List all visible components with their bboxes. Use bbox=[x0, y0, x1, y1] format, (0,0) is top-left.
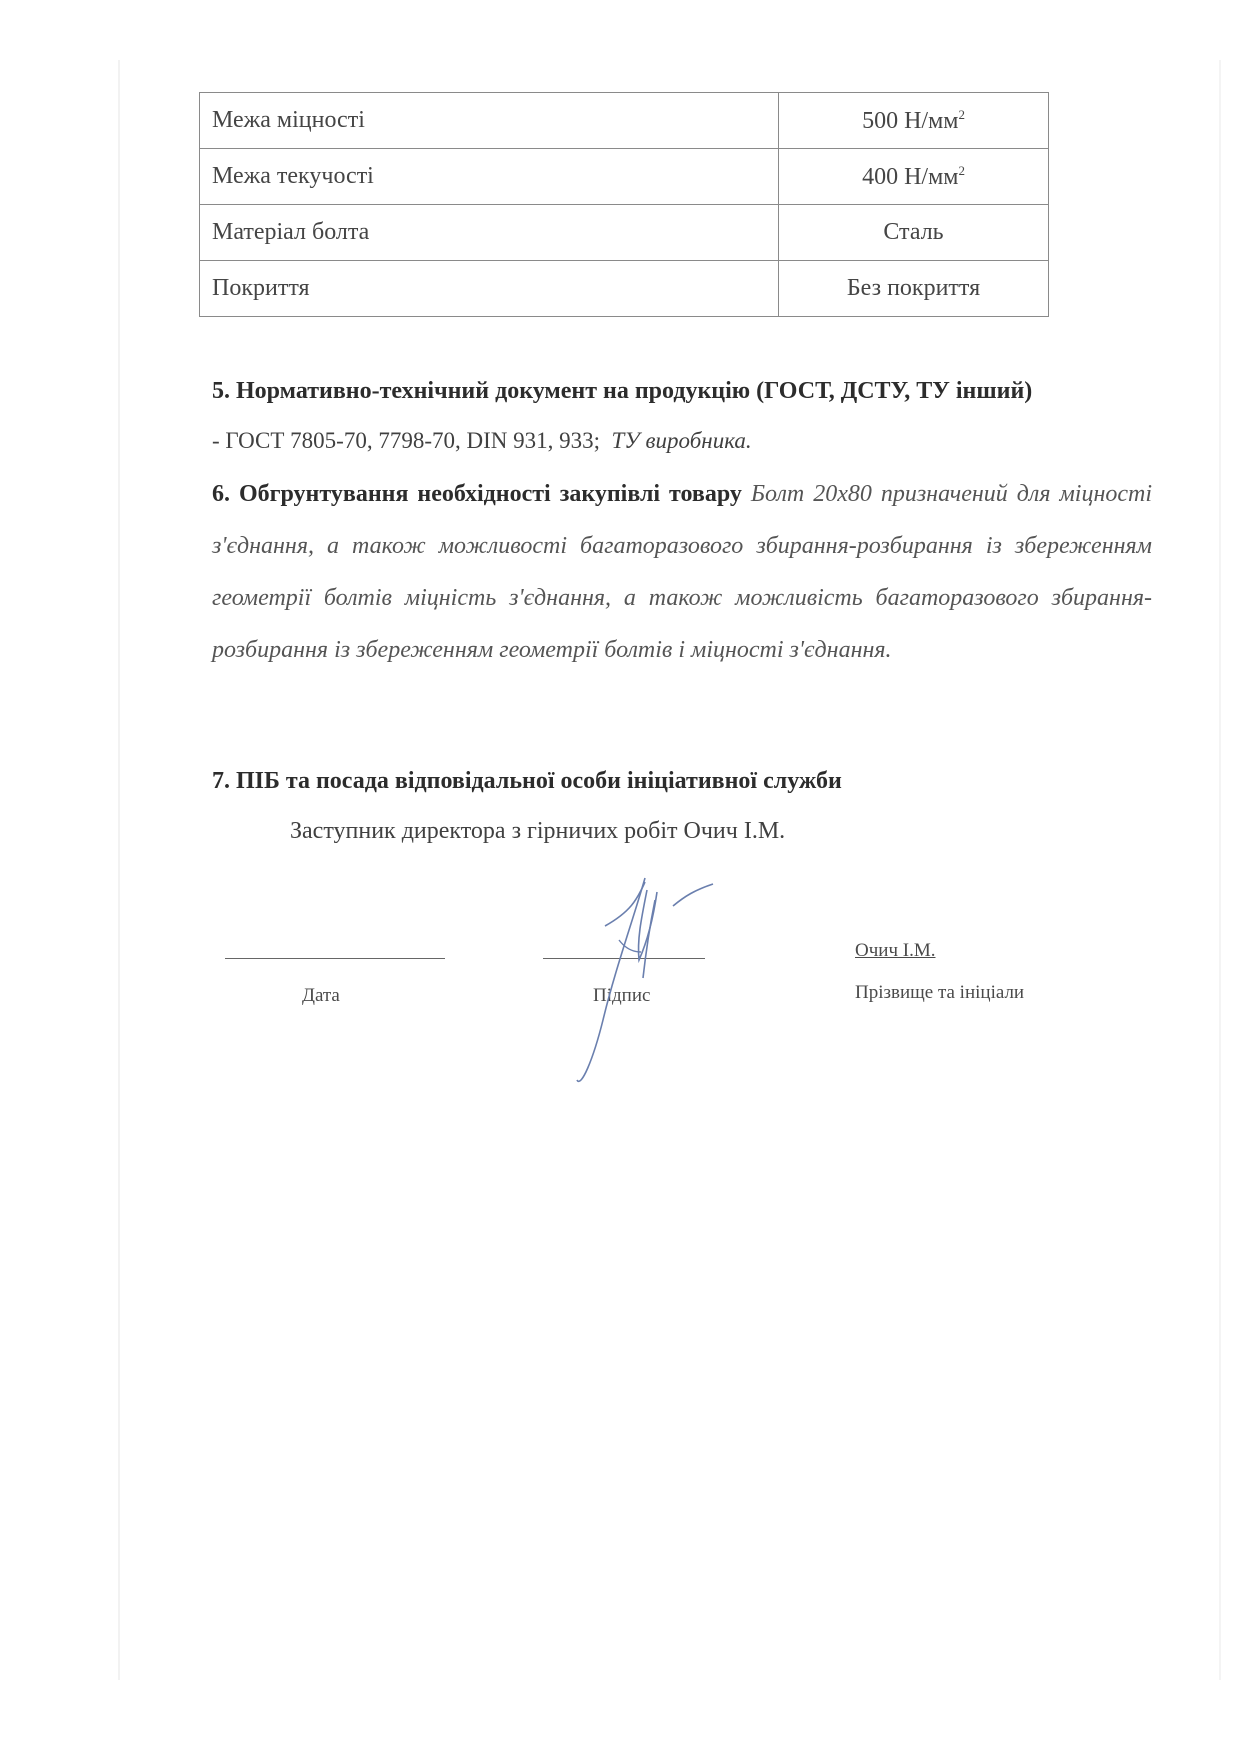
value-cell: 400 $Н/мм^2$ bbox=[779, 149, 1049, 205]
value-cell: 500 $Н/мм^2$ bbox=[779, 93, 1049, 149]
section7-person: Заступник директора з гірничих робіт Очич І.М. bbox=[290, 818, 786, 844]
param-cell: Покриття bbox=[200, 261, 779, 317]
section5-title: 5. Нормативно-технічний документ на продукцію (ГОСТ, ДСТУ, ТУ інший) bbox=[212, 378, 1033, 404]
param-cell: Межа міцності bbox=[200, 93, 779, 149]
value-cell: Без покриття bbox=[779, 261, 1049, 317]
name-value: Очич І.М. bbox=[855, 940, 936, 961]
table-row bbox=[200, 261, 1049, 317]
table-row bbox=[200, 149, 1049, 205]
param-cell: Межа текучості bbox=[200, 149, 779, 205]
section6-title: 6. Обгрунтування необхідності закупівлі товару bbox=[212, 481, 742, 507]
specification-table bbox=[199, 92, 1049, 317]
section5-standards: - ГОСТ 7805-70, 7798-70, DIN 931, 933; ТУ виробника. bbox=[212, 428, 752, 453]
param-cell: Матеріал болта bbox=[200, 205, 779, 261]
date-caption: Дата bbox=[302, 985, 340, 1006]
value-cell: Сталь bbox=[779, 205, 1049, 261]
page-edge-shadow bbox=[118, 60, 120, 1680]
section6-paragraph bbox=[212, 468, 1152, 676]
name-caption: Прізвище та ініціали bbox=[855, 982, 1025, 1003]
table-row bbox=[200, 205, 1049, 261]
page-edge-shadow bbox=[1219, 60, 1221, 1680]
section7-title: 7. ПІБ та посада відповідальної особи ініціативної служби bbox=[212, 768, 842, 794]
date-line bbox=[225, 958, 445, 959]
section5-standards-italic: ТУ виробника. bbox=[611, 428, 752, 453]
section6-text: Болт 20х80 призначений для міцності з'єднання, а також можливості багаторазового збирання-розбирання із збереженням геометрії болтів міцність з'єднання, а також можливість багаторазового збирання-розбирання із збереженням геометрії болтів і міцності з'єднання. bbox=[212, 481, 1152, 663]
handwritten-signature bbox=[575, 860, 725, 1100]
signature-caption: Підпис bbox=[593, 985, 651, 1006]
table-row bbox=[200, 93, 1049, 149]
